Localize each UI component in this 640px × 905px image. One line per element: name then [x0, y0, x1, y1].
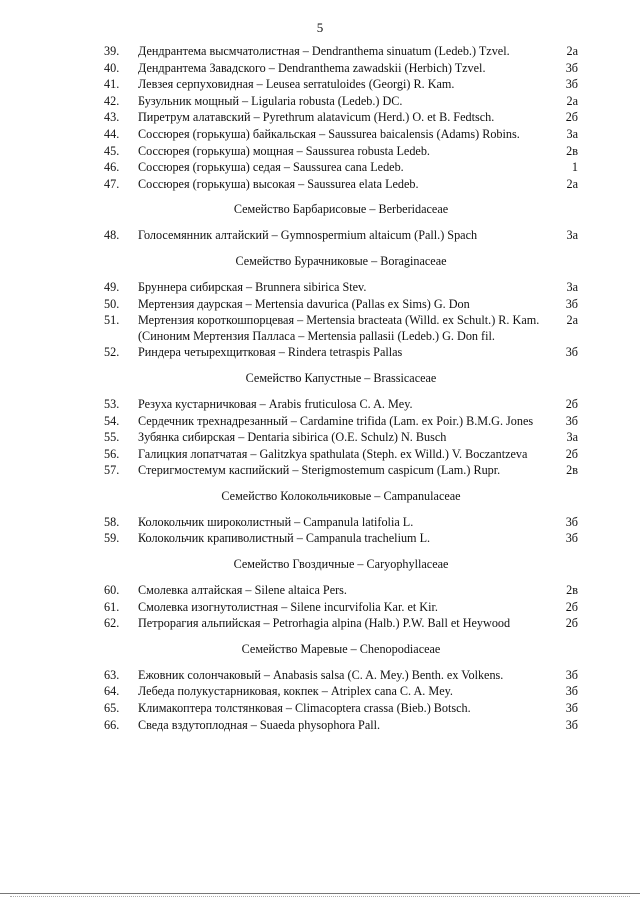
species-list [104, 44, 578, 734]
entry-number: 44. [104, 126, 120, 141]
status-category: 3б [565, 296, 578, 311]
status-category: 3б [565, 77, 578, 92]
entry-number: 58. [104, 514, 120, 529]
species-name: Лебеда полукустарниковая, кокпек – Atriplex cana C. A. Mey. [138, 684, 453, 699]
entry-number: 61. [104, 599, 120, 614]
species-entry [104, 177, 578, 193]
species-entry [104, 701, 578, 717]
scan-edge-line [10, 896, 630, 897]
status-category: 3б [565, 60, 578, 75]
entry-number: 45. [104, 143, 120, 158]
species-entry [104, 160, 578, 176]
entry-number: 47. [104, 176, 120, 191]
species-name: Резуха кустарничковая – Arabis fruticulosa C. A. Mey. [138, 396, 413, 411]
species-entry [104, 430, 578, 446]
status-category: 2в [566, 583, 578, 598]
page-number: 5 [316, 20, 324, 35]
species-entry [104, 77, 578, 93]
entry-number: 55. [104, 430, 120, 445]
species-entry [104, 110, 578, 126]
family-heading: Семейство Маревые – Chenopodiaceae [241, 641, 441, 656]
status-category: 2а [566, 44, 578, 58]
species-entry [104, 515, 578, 531]
species-name: Дендрантема Завадского – Dendranthema zawadskii (Herbich) Tzvel. [138, 60, 486, 75]
status-category: 1 [571, 160, 578, 175]
entry-number: 59. [104, 531, 120, 546]
status-category: 3б [565, 701, 578, 716]
species-name: Голосемянник алтайский – Gymnospermium altaicum (Pall.) Spach [138, 228, 478, 243]
species-name: Петрорагия альпийская – Petrorhagia alpina (Halb.) P.W. Ball et Heywood [138, 616, 511, 631]
entry-number: 39. [104, 44, 120, 58]
species-entry [104, 397, 578, 413]
species-entry [104, 718, 578, 734]
species-name: Соссюрея (горькуша) байкальская – Saussurea baicalensis (Adams) Robins. [138, 126, 520, 141]
entry-number: 43. [104, 110, 120, 125]
species-entry [104, 531, 578, 547]
status-category: 2в [566, 463, 578, 478]
species-name: Соссюрея (горькуша) мощная – Saussurea robusta Ledeb. [138, 143, 430, 158]
status-category: 2б [565, 446, 578, 461]
species-name: Бузульник мощный – Ligularia robusta (Ledeb.) DC. [138, 93, 403, 108]
status-category: 3б [565, 684, 578, 699]
species-name: Пиретрум алатавский – Pyrethrum alatavicum (Herd.) O. et B. Fedtsch. [138, 110, 495, 125]
species-name: Смолевка изогнутолистная – Silene incurvifolia Kar. et Kir. [138, 599, 438, 614]
entry-number: 66. [104, 717, 120, 732]
status-category: 2а [566, 93, 578, 108]
species-name: Мертензия короткошпорцевая – Mertensia bracteata (Willd. ex Schult.) R. Kam. (Синоним Мертензия Палласа – Mertensia pallasii (Ledeb.) G. Don fil. [138, 313, 540, 343]
entry-number: 56. [104, 446, 120, 461]
species-name: Колокольчик широколистный – Campanula latifolia L. [138, 514, 414, 529]
entry-number: 53. [104, 396, 120, 411]
species-entry [104, 280, 578, 296]
entry-number: 54. [104, 413, 120, 428]
species-name: Бруннера сибирская – Brunnera sibirica Stev. [138, 279, 367, 294]
species-name: Галицкия лопатчатая – Galitzkya spathulata (Steph. ex Willd.) V. Boczantzeva [138, 446, 528, 461]
species-entry [104, 127, 578, 143]
species-name: Соссюрея (горькуша) седая – Saussurea cana Ledeb. [138, 160, 404, 175]
species-entry [104, 44, 578, 60]
species-entry [104, 447, 578, 463]
status-category: 3а [566, 279, 578, 294]
species-name: Смолевка алтайская – Silene altaica Pers. [138, 583, 347, 598]
status-category: 3б [565, 514, 578, 529]
entry-number: 40. [104, 60, 120, 75]
species-name: Зубянка сибирская – Dentaria sibirica (O.E. Schulz) N. Busch [138, 430, 447, 445]
species-entry [104, 94, 578, 110]
status-category: 3б [565, 531, 578, 546]
species-entry [104, 297, 578, 313]
entry-number: 60. [104, 583, 120, 598]
scan-edge-line [0, 893, 640, 894]
status-category: 2в [566, 143, 578, 158]
family-heading: Семейство Барбарисовые – Berberidaceae [233, 202, 449, 217]
species-entry [104, 583, 578, 599]
species-name: Колокольчик крапиволистный – Campanula trachelium L. [138, 531, 431, 546]
species-entry [104, 345, 578, 361]
species-name: Сведа вздутоплодная – Suaeda physophora Pall. [138, 717, 381, 732]
species-entry [104, 668, 578, 684]
species-name: Ежовник солончаковый – Anabasis salsa (C. A. Mey.) Benth. ex Volkens. [138, 667, 504, 682]
species-name: Стеригмостемум каспийский – Sterigmostemum caspicum (Lam.) Rupr. [138, 463, 501, 478]
species-entry [104, 600, 578, 616]
status-category: 3а [566, 228, 578, 243]
entry-number: 64. [104, 684, 120, 699]
entry-number: 63. [104, 667, 120, 682]
entry-number: 50. [104, 296, 120, 311]
species-name: Мертензия даурская – Mertensia davurica (Pallas ex Sims) G. Don [138, 296, 470, 311]
entry-number: 42. [104, 93, 120, 108]
family-heading: Семейство Бурачниковые – Boraginaceae [235, 253, 447, 268]
entry-number: 48. [104, 228, 120, 243]
species-entry [104, 61, 578, 77]
species-entry [104, 144, 578, 160]
family-heading: Семейство Колокольчиковые – Campanulaceae [221, 488, 461, 503]
family-heading: Семейство Капустные – Brassicaceae [245, 370, 437, 385]
entry-number: 52. [104, 345, 120, 360]
family-heading: Семейство Гвоздичные – Caryophyllaceae [233, 557, 449, 572]
species-entry [104, 313, 578, 344]
entry-number: 65. [104, 701, 120, 716]
species-name: Левзея серпуховидная – Leusea serratuloides (Georgi) R. Kam. [138, 77, 455, 92]
species-name: Сердечник трехнадрезанный – Cardamine trifida (Lam. ex Poir.) B.M.G. Jones [138, 413, 534, 428]
entry-number: 41. [104, 77, 120, 92]
status-category: 3а [566, 126, 578, 141]
entry-number: 46. [104, 160, 120, 175]
status-category: 2б [565, 616, 578, 631]
status-category: 3б [565, 717, 578, 732]
status-category: 2а [566, 176, 578, 191]
status-category: 3б [565, 413, 578, 428]
species-name: Соссюрея (горькуша) высокая – Saussurea elata Ledeb. [138, 176, 419, 191]
species-entry [104, 463, 578, 479]
entry-number: 49. [104, 279, 120, 294]
entry-number: 57. [104, 463, 120, 478]
status-category: 2б [565, 599, 578, 614]
species-name: Климакоптера толстянковая – Climacoptera crassa (Bieb.) Botsch. [138, 701, 471, 716]
species-name: Риндера четырехщитковая – Rindera tetraspis Pallas [138, 345, 403, 360]
status-category: 2б [565, 396, 578, 411]
species-entry [104, 414, 578, 430]
status-category: 3б [565, 345, 578, 360]
species-entry [104, 684, 578, 700]
species-name: Дендрантема высмчатолистная – Dendranthema sinuatum (Ledeb.) Tzvel. [138, 44, 510, 58]
status-category: 2а [566, 313, 578, 328]
species-entry [104, 228, 578, 244]
entry-number: 51. [104, 313, 120, 328]
status-category: 2б [565, 110, 578, 125]
status-category: 3а [566, 430, 578, 445]
species-entry [104, 616, 578, 632]
status-category: 3б [565, 667, 578, 682]
entry-number: 62. [104, 616, 120, 631]
